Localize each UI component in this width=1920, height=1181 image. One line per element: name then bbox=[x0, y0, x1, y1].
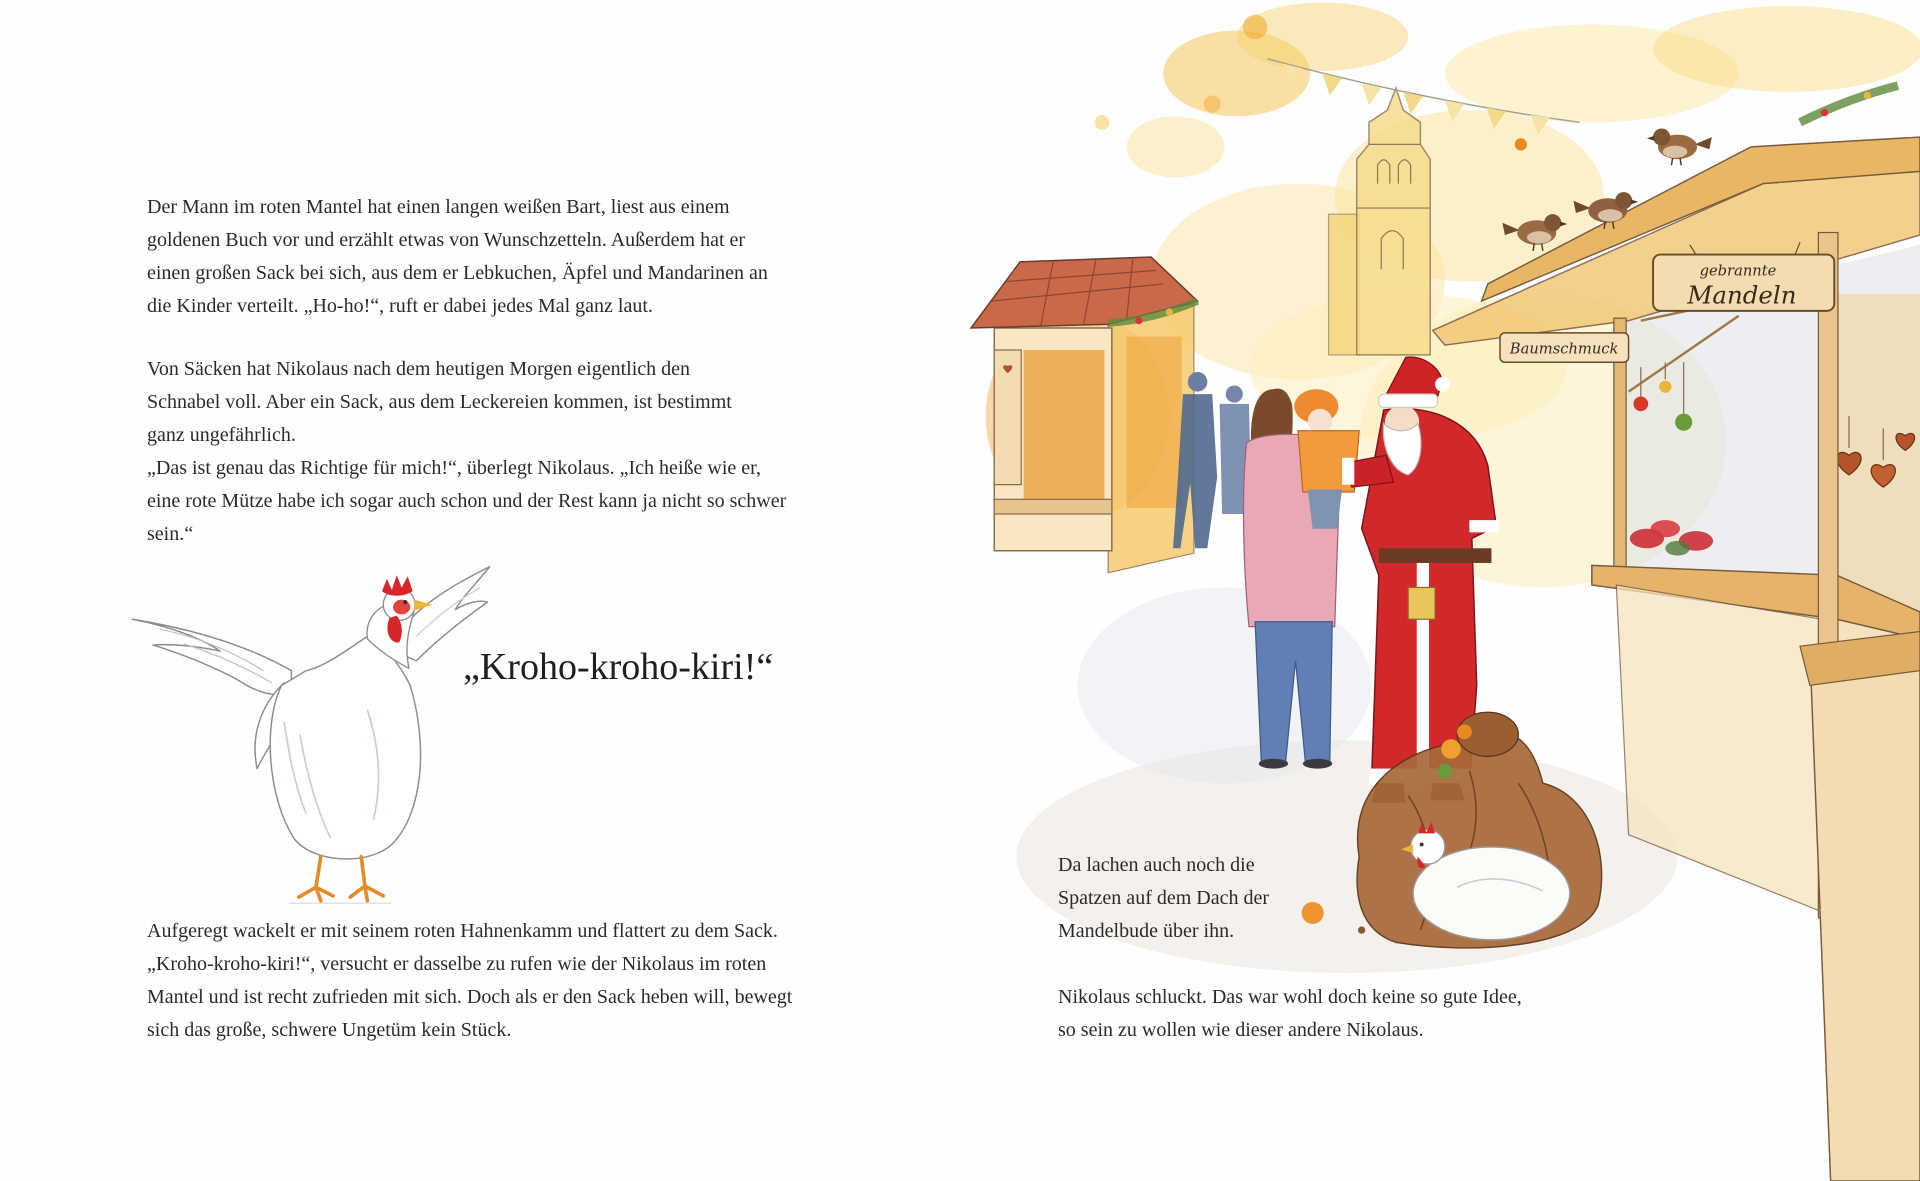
text-line: „Das ist genau das Richtige für mich!“, überlegt Nikolaus. „Ich heiße wie er, bbox=[147, 457, 761, 479]
text-line: Mandelbude über ihn. bbox=[1058, 920, 1235, 942]
text-line: Mantel und ist recht zufrieden mit sich. Doch als er den Sack heben will, bewegt bbox=[147, 986, 793, 1008]
text-line: Aufgeregt wackelt er mit seinem roten Hahnenkamm und flattert zu dem Sack. bbox=[147, 920, 778, 942]
text-line: Spatzen auf dem Dach der bbox=[1058, 887, 1270, 909]
sign-text-baumschmuck: Baumschmuck bbox=[1509, 340, 1619, 358]
text-line: einen großen Sack bei sich, aus dem er Lebkuchen, Äpfel und Mandarinen an bbox=[147, 262, 768, 284]
text-line: Der Mann im roten Mantel hat einen langen weißen Bart, liest aus einem bbox=[147, 196, 730, 218]
paragraph-2 bbox=[147, 353, 786, 551]
paragraph-right-2 bbox=[1058, 981, 1522, 1047]
text-line: Von Säcken hat Nikolaus nach dem heutigen Morgen eigentlich den bbox=[147, 358, 691, 380]
text-line: Da lachen auch noch die bbox=[1058, 854, 1255, 876]
text-line: so sein zu wollen wie dieser andere Nikolaus. bbox=[1058, 1019, 1424, 1041]
text-line: Nikolaus schluckt. Das war wohl doch keine so gute Idee, bbox=[1058, 986, 1522, 1008]
text-line: Schnabel voll. Aber ein Sack, aus dem Leckereien kommen, ist bestimmt bbox=[147, 391, 732, 413]
text-line: die Kinder verteilt. „Ho-ho!“, ruft er dabei jedes Mal ganz laut. bbox=[147, 295, 653, 317]
text-line: „Kroho-kroho-kiri!“, versucht er dasselbe zu rufen wie der Nikolaus im roten bbox=[147, 953, 767, 975]
right-page bbox=[960, 0, 1920, 1181]
text-line: eine rote Mütze habe ich sogar auch schon und der Rest kann ja nicht so schwer bbox=[147, 490, 787, 512]
text-line: ganz ungefährlich. bbox=[147, 424, 296, 446]
text-line: sein.“ bbox=[147, 523, 194, 545]
rooster-exclamation: „Kroho-kroho-kiri!“ bbox=[463, 646, 774, 688]
text-line: sich das große, schwere Ungetüm kein Stück. bbox=[147, 1019, 512, 1041]
text-line: goldenen Buch vor und erzählt etwas von Wunschzetteln. Außerdem hat er bbox=[147, 229, 746, 251]
paragraph-3 bbox=[147, 915, 792, 1047]
sign-text-gebrannte: gebrannte bbox=[1699, 262, 1777, 280]
paragraph-right-1 bbox=[1058, 849, 1269, 948]
paragraph-1 bbox=[147, 191, 768, 323]
sign-text-mandeln: Mandeln bbox=[1687, 280, 1797, 310]
